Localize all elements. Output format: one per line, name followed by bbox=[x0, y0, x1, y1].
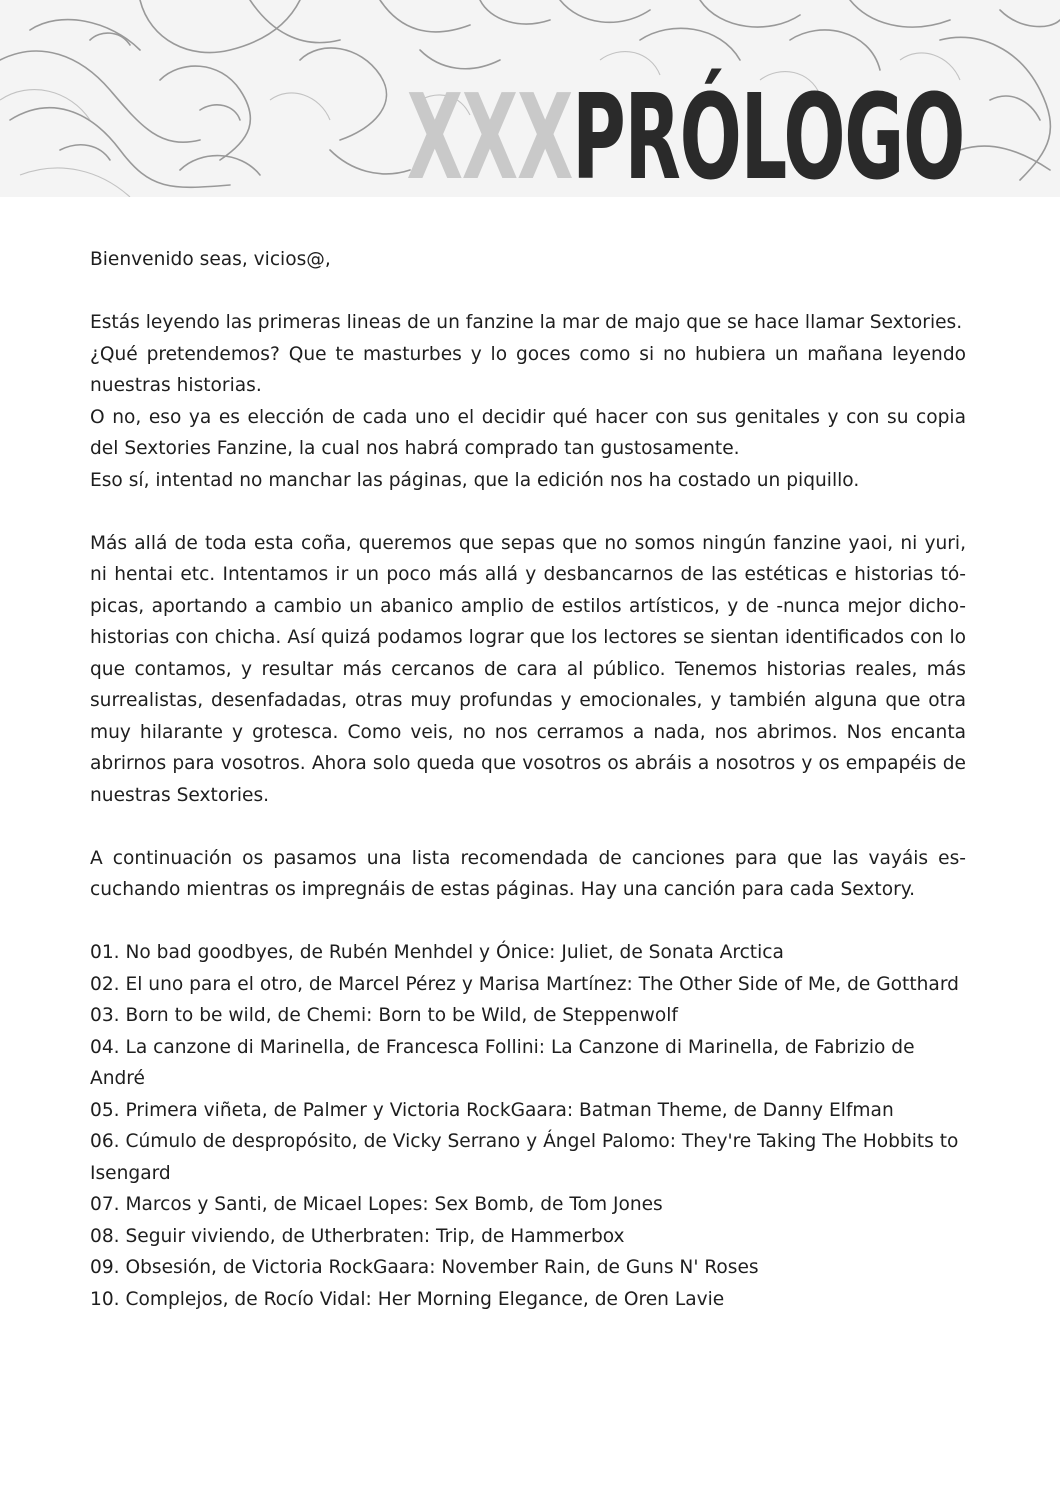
page-title bbox=[406, 68, 964, 197]
paragraph1-line: Estás leyendo las primeras lineas de un fanzine la mar de majo que se hace llamar Sextories. bbox=[90, 312, 963, 333]
title-text: PRÓLOGO bbox=[572, 68, 964, 197]
song-item: 01. No bad goodbyes, de Rubén Menhdel y Ónice: Juliet, de Sonata Arctica bbox=[90, 942, 784, 963]
paragraph1-line: Eso sí, intentad no manchar las páginas, que la edición nos ha costado un piquillo. bbox=[90, 469, 860, 491]
song-list bbox=[90, 937, 966, 1315]
song-item: 03. Born to be wild, de Chemi: Born to be Wild, de Steppenwolf bbox=[90, 1005, 678, 1026]
spacer bbox=[90, 906, 966, 938]
paragraph3: A continuación os pasamos una lista recomendada de canciones para que las vayáis escuchando mientras os impregnáis de estas páginas. Hay una canción para cada Sextory. bbox=[90, 847, 966, 900]
header-banner bbox=[0, 0, 1060, 197]
song-item: 09. Obsesión, de Victoria RockGaara: November Rain, de Guns N' Roses bbox=[90, 1257, 759, 1278]
song-item: 10. Complejos, de Rocío Vidal: Her Morning Elegance, de Oren Lavie bbox=[90, 1288, 725, 1310]
spacer bbox=[90, 811, 966, 843]
greeting: Bienvenido seas, vicios@, bbox=[90, 249, 331, 270]
paragraph1-line: O no, eso ya es elección de cada uno el decidir qué hacer con sus genitales y con su copia del Sextories Fanzine, la cual nos habrá comprado tan gustosamente. bbox=[90, 406, 966, 459]
song-item: 08. Seguir viviendo, de Utherbraten: Trip, de Hammerbox bbox=[90, 1225, 625, 1247]
title-prefix: XXX bbox=[406, 68, 573, 197]
song-item: 04. La canzone di Marinella, de Francesca Follini: La Canzone di Marinella, de Fabrizio de André bbox=[90, 1036, 915, 1089]
paragraph1-line: ¿Qué pretendemos? Que te masturbes y lo goces como si no hubiera un mañana leyendo nuestras historias. bbox=[90, 343, 966, 396]
song-item: 07. Marcos y Santi, de Micael Lopes: Sex Bomb, de Tom Jones bbox=[90, 1194, 663, 1215]
paragraph2: Más allá de toda esta coña, queremos que sepas que no somos ningún fanzine yaoi, ni yuri, ni hentai etc. Intentamos ir un poco más allá y desbancarnos de las estéticas e historias tópicas, aportando a cambio un abanico amplio de estilos artísticos, y de -nunca mejor dicho- historias con chicha. Así quizá podamos lograr que los lectores se sientan identificados con lo que contamos, y resultar más cercanos de cara al público. Tenemos historias reales, más surrealistas, desenfadadas, otras muy profundas y emocionales, y también alguna que otra muy hilarante y grotesca. Como veis, no nos cerramos a nada, nos abrimos. Nos encanta abrirnos para vosotros. Ahora solo queda que vosotros os abráis a nosotros y os empapéis de nuestras Sextories. bbox=[90, 532, 966, 806]
song-item: 06. Cúmulo de despropósito, de Vicky Serrano y Ángel Palomo: They're Taking The Hobbits to Isengard bbox=[90, 1131, 959, 1184]
spacer bbox=[90, 276, 966, 308]
song-item: 05. Primera viñeta, de Palmer y Victoria RockGaara: Batman Theme, de Danny Elfman bbox=[90, 1099, 894, 1121]
spacer bbox=[90, 496, 966, 528]
song-item: 02. El uno para el otro, de Marcel Pérez y Marisa Martínez: The Other Side of Me, de Gotthard bbox=[90, 973, 959, 995]
prologue-body bbox=[90, 244, 966, 1315]
